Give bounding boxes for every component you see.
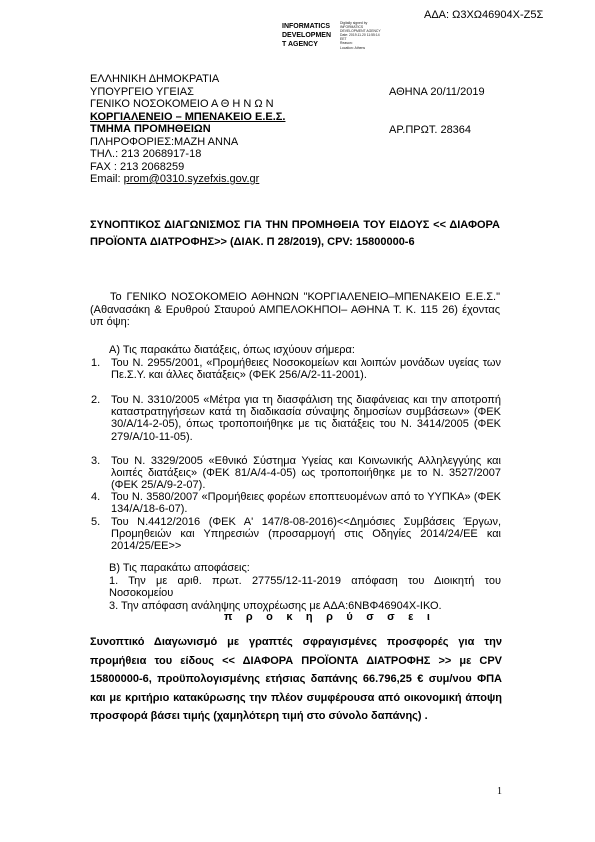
stamp-line: DEVELOPMEN — [282, 32, 332, 39]
page-number: 1 — [497, 786, 502, 797]
city-date: ΑΘΗΝΑ 20/11/2019 — [389, 86, 485, 98]
email-link[interactable]: prom@0310.syzefxis.gov.gr — [123, 173, 260, 185]
item-number: 4. — [91, 491, 101, 503]
stamp-detail: EET — [340, 37, 347, 42]
section-b-item: 1. Την με αριθ. πρωτ. 27755/12-11-2019 απόφαση του Διοικητή του Νοσοκομείου — [109, 575, 501, 600]
section-b-item: 3. Την απόφαση ανάληψης υποχρέωσης με ΑΔΑ:6ΝΒΦ46904Χ-ΙΚΟ. — [109, 600, 442, 612]
header-hospital-name: ΚΟΡΓΙΑΛΕΝΕΙΟ – ΜΠΕΝΑΚΕΙΟ Ε.Ε.Σ. — [90, 110, 286, 123]
list-item — [91, 455, 501, 492]
section-a-heading: Α) Τις παρακάτω διατάξεις, όπως ισχύουν σήμερα: — [109, 344, 355, 356]
summary-paragraph: Συνοπτικό Διαγωνισμό με γραπτές σφραγισμένες προσφορές για την προμήθεια του είδους << ΔΙΑΦΟΡΑ ΠΡΟΪΟΝΤΑ ΔΙΑΤΡΟΦΗΣ >> με CPV 15800000-6, προϋπολογισμένης ετήσιας δαπάνης 66.796,25 € συμ/νου ΦΠΑ και με κριτήριο κατακύρωσης την πλέον συμφέρουσα από οικονομική άποψη προσφορά βάσει τιμής (χαμηλότερη τιμή στο σύνολο δαπάνης) . — [90, 636, 502, 722]
stamp-line: INFORMATICS — [282, 23, 331, 30]
document-title: ΣΥΝΟΠΤΙΚΟΣ ΔΙΑΓΩΝΙΣΜΟΣ ΓΙΑ ΤΗΝ ΠΡΟΜΗΘΕΙΑ ΤΟΥ ΕΙΔΟΥΣ << ΔΙΑΦΟΡΑ ΠΡΟΪΟΝΤΑ ΔΙΑΤΡΟΦΗΣ>> (ΔΙΑΚ. Π 28/2019), CPV: 15800000-6 — [90, 219, 500, 248]
header-fax: FAX : 213 2068259 — [90, 160, 185, 173]
item-text: Του Ν. 3329/2005 «Εθνικό Σύστημα Υγείας και Κοινωνικής Αλληλεγγύης και λοιπές διατάξεις» (ΦΕΚ 81/Α/4-4-05) ως τροποποιήθηκε με το Ν. 3527/2007 (ΦΕΚ 25/Α/9-2-07). — [111, 455, 501, 492]
stamp-detail: Location: Athens — [340, 45, 366, 50]
intro-text: Το ΓΕΝΙΚΟ ΝΟΣΟΚΟΜΕΙΟ ΑΘΗΝΩΝ "ΚΟΡΓΙΑΛΕΝΕΙΟ–ΜΠΕΝΑΚΕΙΟ Ε.Ε.Σ." (Αθανασάκη & Ερυθρού Σταυρού ΑΜΠΕΛΟΚΗΠΟΙ– ΑΘΗΝΑ Τ. Κ. 115 26) έχοντας υπ όψη: — [90, 291, 500, 328]
item-number: 1. — [91, 357, 101, 369]
header-info: ΠΛΗΡΟΦΟΡΙΕΣ:ΜΑΖΗ ΑΝΝΑ — [90, 135, 239, 148]
signature-stamp-details — [340, 21, 400, 50]
list-item — [91, 394, 501, 443]
stamp-detail: Date: 2019.11.20 11:55:14 — [340, 33, 380, 38]
signature-stamp-name — [282, 22, 331, 49]
item-number: 3. — [91, 455, 101, 467]
protocol-number: ΑΡ.ΠΡΩΤ. 28364 — [389, 124, 472, 136]
item-text: Του Ν.4412/2016 (ΦΕΚ Α' 147/8-08-2016)<<Δημόσιες Συμβάσεις Έργων, Προμηθειών και Υπηρεσιών (προσαρμογή στις Οδηγίες 2014/24/ΕΕ και 2014/25/ΕΕ>> — [111, 516, 501, 553]
ada-code: ΑΔΑ: Ω3ΧΩ46904Χ-Ζ5Σ — [424, 9, 544, 21]
header-department: ΤΜΗΜΑ ΠΡΟΜΗΘΕΙΩΝ — [90, 123, 211, 135]
stamp-line: T AGENCY — [282, 41, 318, 48]
item-number: 5. — [91, 516, 101, 528]
stamp-detail: DEVELOPMENT AGENCY — [340, 29, 381, 34]
item-text: Του Ν. 3580/2007 «Προμήθειες φορέων εποπτευομένων από το ΥΥΠΚΑ» (ΦΕΚ 134/Α/18-6-07). — [111, 491, 501, 516]
header-country: ΕΛΛΗΝΙΚΗ ΔΗΜΟΚΡΑΤΙΑ — [90, 73, 220, 85]
section-b-heading: Β) Τις παρακάτω αποφάσεις: — [109, 562, 250, 574]
header-ministry: ΥΠΟΥΡΓΕΙΟ ΥΓΕΙΑΣ — [90, 85, 194, 98]
list-item — [91, 491, 501, 515]
stamp-detail: INFORMATICS — [340, 25, 364, 30]
stamp-detail: Reason: — [340, 41, 353, 46]
stamp-detail: Digitally signed by — [340, 21, 368, 25]
intro-paragraph — [90, 291, 500, 329]
proclaim-heading: π ρ ο κ η ρ ύ σ σ ε ι — [224, 611, 436, 623]
item-text: Του Ν. 2955/2001, «Προμήθειες Νοσοκομείων και λοιπών μονάδων υγείας των Πε.Σ.Υ. και άλλες διατάξεις» (ΦΕΚ 256/Α/2-11-2001). — [111, 357, 501, 382]
list-item — [91, 516, 501, 553]
header-email-row — [90, 173, 285, 186]
email-label: Email: — [90, 173, 124, 185]
header-hospital: ΓΕΝΙΚΟ ΝΟΣΟΚΟΜΕΙΟ Α Θ Η Ν Ω Ν — [90, 98, 274, 110]
header-phone: ΤΗΛ.: 213 2068917-18 — [90, 148, 202, 160]
list-item — [91, 357, 501, 381]
item-number: 2. — [91, 394, 101, 406]
item-text: Του Ν. 3310/2005 «Μέτρα για τη διασφάλιση της διαφάνειας και την αποτροπή καταστρατηγήσεων κατά τη διαδικασία σύναψης δημοσίων συμβάσεων» (ΦΕΚ 30/Α/14-2-05), όπως τροποποιήθηκε με τις διατάξεις του Ν. 3414/2005 (ΦΕΚ 279/Α/10-11-05). — [111, 394, 501, 443]
header-block — [90, 73, 285, 186]
